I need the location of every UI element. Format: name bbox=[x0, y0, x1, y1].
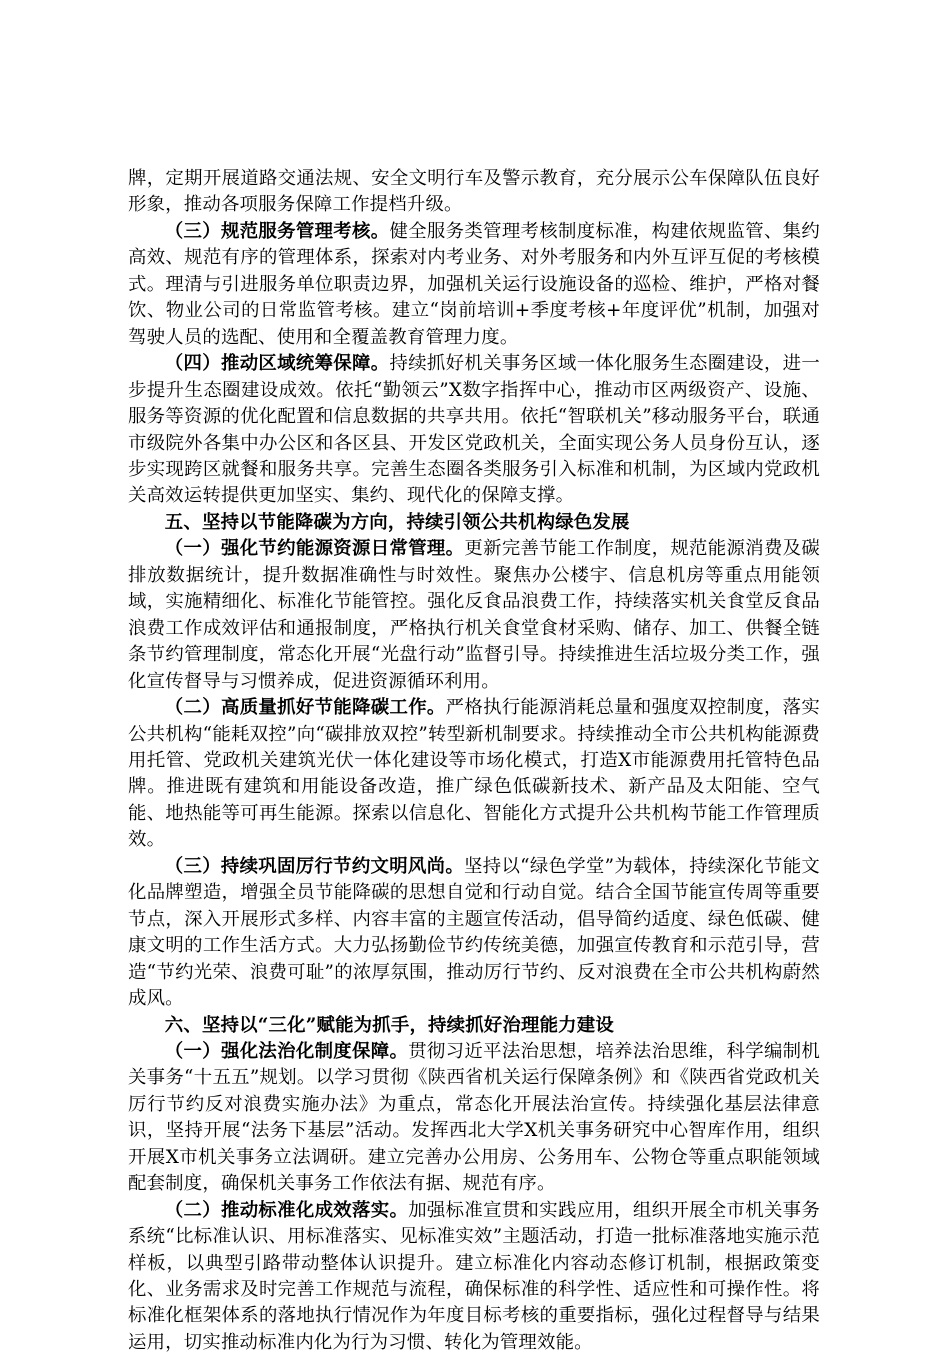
paragraph-item-legal-system bbox=[128, 1039, 820, 1198]
paragraph-continuation bbox=[128, 166, 820, 219]
paragraph-item-thrift-culture bbox=[128, 854, 820, 1013]
paragraph-item-standardization bbox=[128, 1198, 820, 1356]
paragraph-text: 贯彻习近平法治思想，培养法治思维，科学编制机关事务“十五五”规划。以学习贯彻《陕西省机关运行保障条例》和《陕西省党政机关厉行节约反对浪费实施办法》为重点，常态化开展法治宣传。持续强化基层法律意识，坚持开展“法务下基层”活动。发挥西北大学X机关事务研究中心智库作用，组织开展X市机关事务立法调研。建立完善办公用房、公务用车、公物仓等重点职能领域配套制度，确保机关事务工作依法有据、规范有序。 bbox=[128, 1040, 820, 1195]
paragraph-lead: （四）推动区域统筹保障。 bbox=[164, 353, 390, 375]
paragraph-lead: （一）强化节约能源资源日常管理。 bbox=[164, 538, 465, 560]
paragraph-text: 持续抓好机关事务区域一体化服务生态圈建设，进一步提升生态圈建设成效。依托“勤领云”X数字指挥中心，推动市区两级资产、设施、服务等资源的优化配置和信息数据的共享共用。依托“智联机关”移动服务平台，联通市级院外各集中办公区和各区县、开发区党政机关，全面实现公务人员身份互认，逐步实现跨区就餐和服务共享。完善生态圈各类服务引入标准和机制，为区域内党政机关高效运转提供更加坚实、集约、现代化的保障支撑。 bbox=[128, 353, 820, 507]
paragraph-text: 牌，定期开展道路交通法规、安全文明行车及警示教育，充分展示公车保障队伍良好形象，推动各项服务保障工作提档升级。 bbox=[128, 168, 820, 216]
paragraph-text: 更新完善节能工作制度，规范能源消费及碳排放数据统计，提升数据准确性与时效性。聚焦办公楼宇、信息机房等重点用能领域，实施精细化、标准化节能管控。强化反食品浪费工作，持续落实机关食堂反食品浪费工作成效评估和通报制度，严格执行机关食堂食材采购、储存、加工、供餐全链条节约管理制度，常态化开展“光盘行动”监督引导。持续推进生活垃圾分类工作，强化宣传督导与习惯养成，促进资源循环利用。 bbox=[128, 538, 820, 692]
paragraph-lead: （二）推动标准化成效落实。 bbox=[164, 1199, 409, 1221]
paragraph-item-regional-coordination bbox=[128, 351, 820, 510]
document-body bbox=[128, 166, 820, 1356]
paragraph-item-service-assessment bbox=[128, 219, 820, 351]
paragraph-text: 加强标准宣贯和实践应用，组织开展全市机关事务系统“比标准认识、用标准落实、见标准实效”主题活动，打造一批标准落地实施示范样板，以典型引路带动整体认识提升。建立标准化内容动态修订机制，根据政策变化、业务需求及时完善工作规范与流程，确保标准的科学性、适应性和可操作性。将标准化框架体系的落地执行情况作为年度目标考核的重要指标，强化过程督导与结果运用，切实推动标准内化为行为习惯、转化为管理效能。 bbox=[128, 1199, 820, 1353]
paragraph-lead: （一）强化法治化制度保障。 bbox=[164, 1040, 409, 1062]
section-heading-six: 六、坚持以“三化”赋能为抓手，持续抓好治理能力建设 bbox=[164, 1014, 614, 1036]
paragraph-text: 严格执行能源消耗总量和强度双控制度，落实公共机构“能耗双控”向“碳排放双控”转型新机制要求。持续推动全市公共机构能源费用托管、党政机关建筑光伏一体化建设等市场化模式，打造X市能源费用托管特色品牌。推进既有建筑和用能设备改造，推广绿色低碳新技术、新产品及太阳能、空气能、地热能等可再生能源。探索以信息化、智能化方式提升公共机构节能工作管理质效。 bbox=[128, 697, 820, 851]
paragraph-lead: （三）规范服务管理考核。 bbox=[164, 220, 390, 242]
paragraph-lead: （三）持续巩固厉行节约文明风尚。 bbox=[164, 855, 465, 877]
paragraph-text: 健全服务类管理考核制度标准，构建依规监管、集约高效、规范有序的管理体系，探索对内考业务、对外考服务和内外互评互促的考核模式。理清与引进服务单位职责边界，加强机关运行设施设备的巡检、维护，严格对餐饮、物业公司的日常监管考核。建立“岗前培训+季度考核+年度评优”机制，加强对驾驶人员的选配、使用和全覆盖教育管理力度。 bbox=[128, 220, 820, 348]
paragraph-item-energy-management bbox=[128, 536, 820, 695]
section-heading-five: 五、坚持以节能降碳为方向，持续引领公共机构绿色发展 bbox=[164, 511, 630, 533]
paragraph-lead: （二）高质量抓好节能降碳工作。 bbox=[164, 697, 446, 719]
paragraph-text: 坚持以“绿色学堂”为载体，持续深化节能文化品牌塑造，增强全员节能降碳的思想自觉和行动自觉。结合全国节能宣传周等重要节点，深入开展形式多样、内容丰富的主题宣传活动，倡导简约适度、绿色低碳、健康文明的工作生活方式。大力弘扬勤俭节约传统美德，加强宣传教育和示范引导，营造“节约光荣、浪费可耻”的浓厚氛围，推动厉行节约、反对浪费在全市公共机构蔚然成风。 bbox=[128, 855, 821, 1010]
paragraph-item-carbon-reduction bbox=[128, 695, 820, 854]
